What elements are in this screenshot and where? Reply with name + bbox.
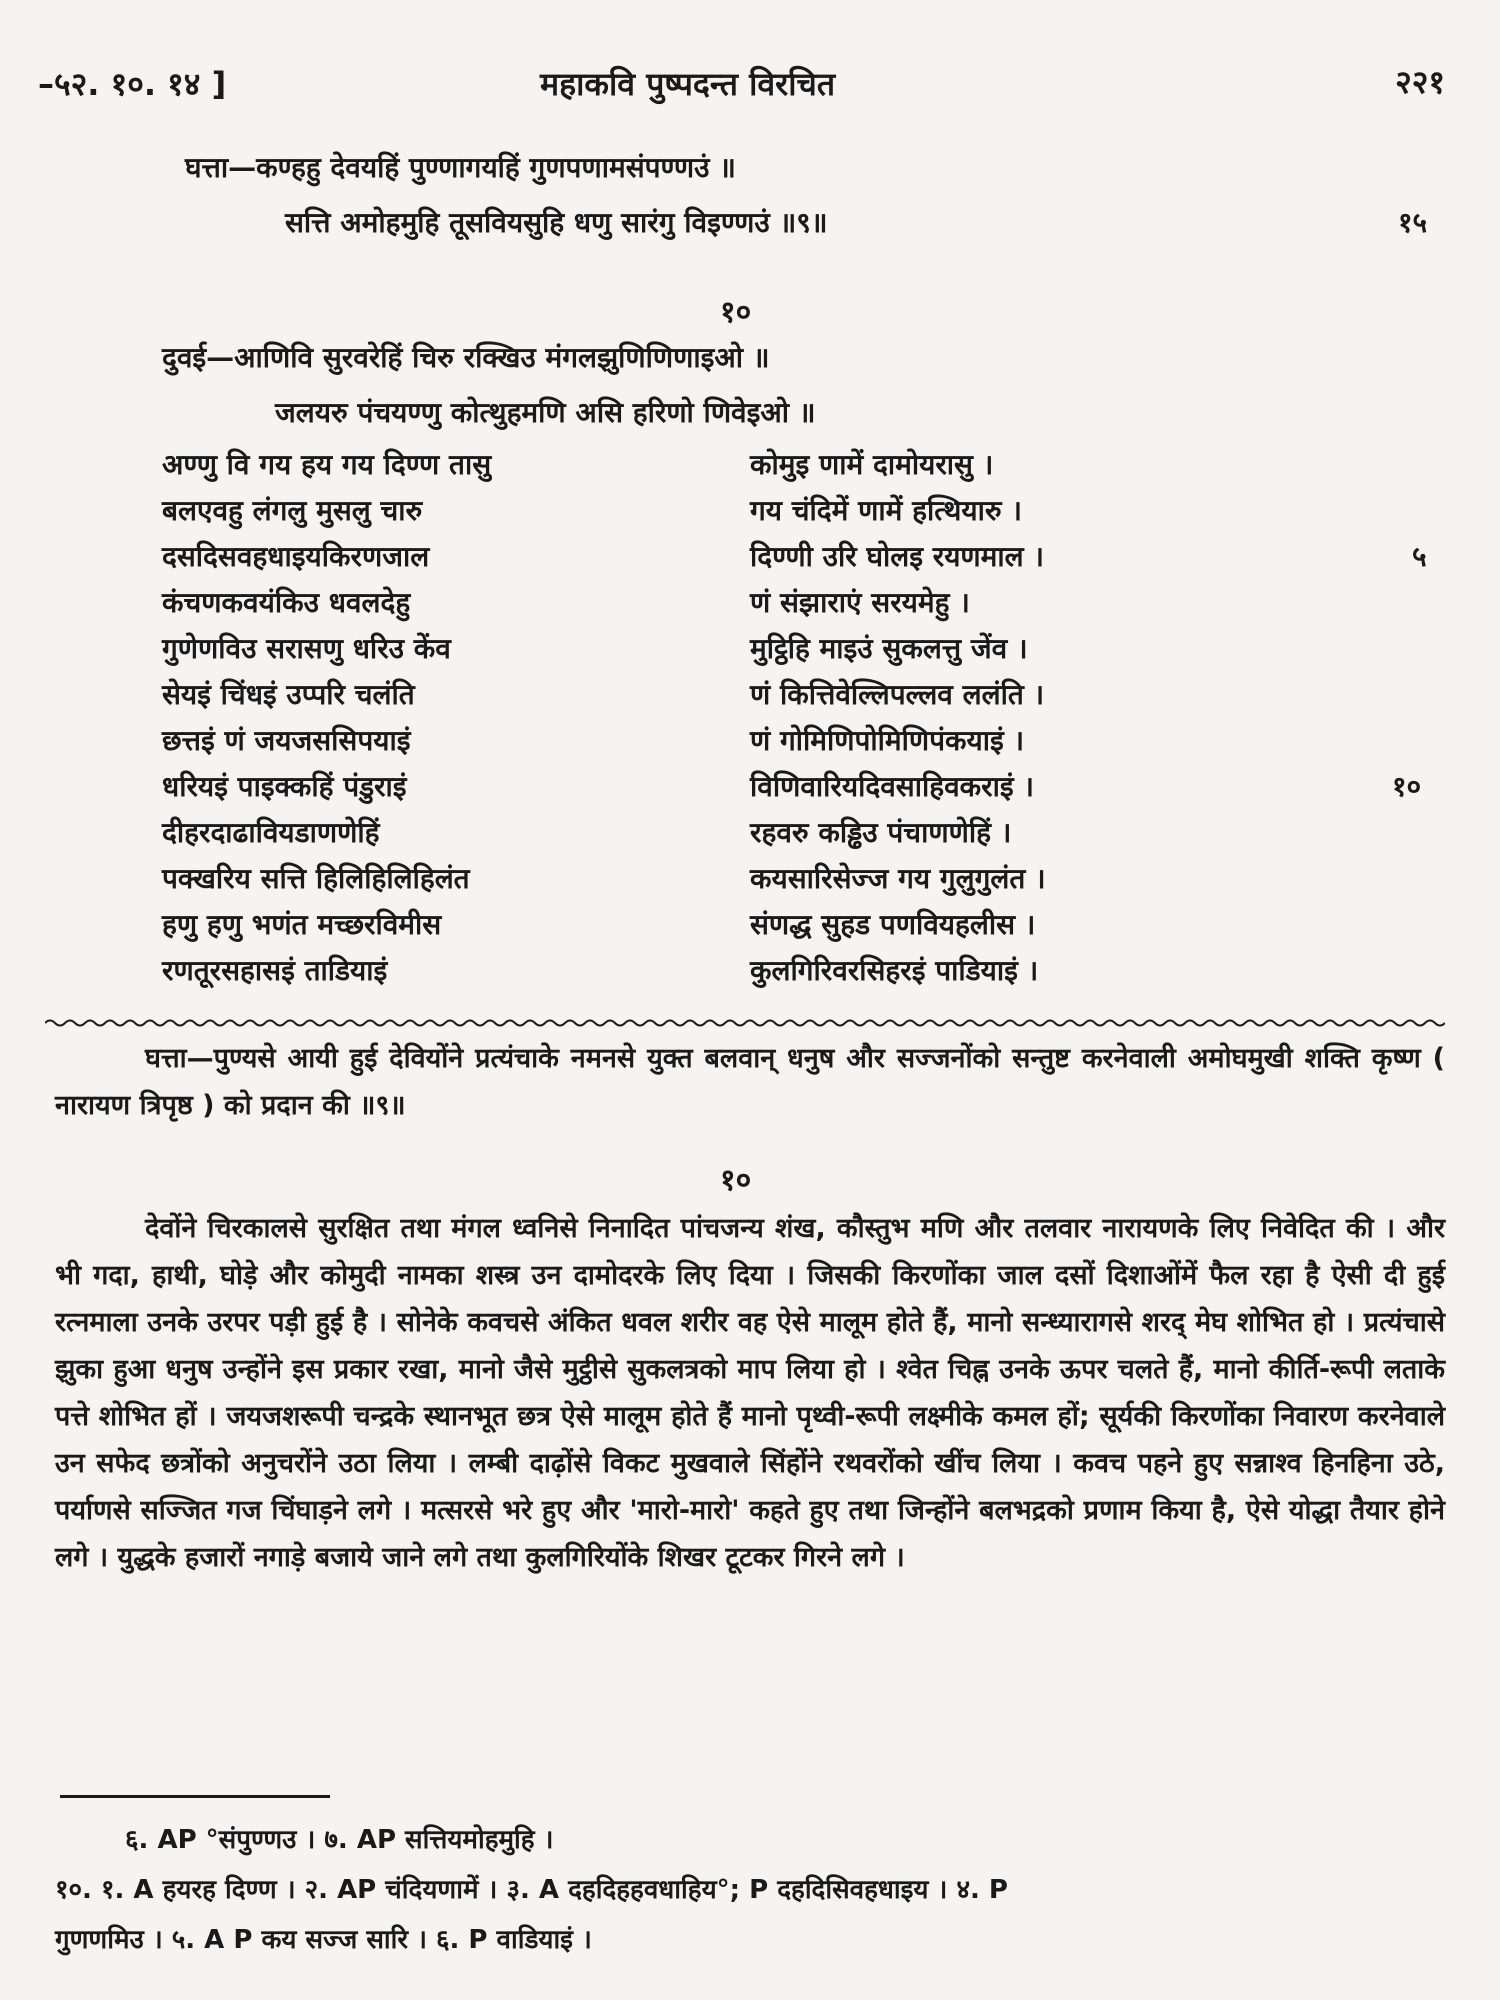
verse-left-half: पक्खरिय सत्ति हिलिहिलिहिलंत bbox=[162, 862, 470, 895]
verse-line-number: ५ bbox=[1412, 540, 1427, 573]
verse-left-half: हणु हणु भणंत मच्छरविमीस bbox=[162, 908, 442, 941]
duvai-line-1: दुवई—आणिवि सुरवरेहिं चिरु रक्खिउ मंगलझुणिणिणाइओ ॥ bbox=[162, 341, 770, 374]
verse-left-half: अण्णु वि गय हय गय दिण्ण तासु bbox=[162, 448, 492, 481]
ghatta-line-2: सत्ति अमोहमुहि तूसवियसुहि धणु सारंगु विइण्णउं ॥९॥ bbox=[285, 206, 828, 239]
verse-line-number: १५ bbox=[1398, 206, 1428, 239]
verse-right-half: रहवरु कड्ढिउ पंचाणणेहिं । bbox=[750, 816, 1012, 849]
footnote-line-1: ६. AP °संपुण्णउ । ७. AP सत्तियमोहमुहि । bbox=[125, 1825, 554, 1855]
duvai-line-2: जलयरु पंचयण्णु कोत्थुहमणि असि हरिणो णिवेइओ ॥ bbox=[275, 396, 816, 429]
verse-right-half: विणिवारियदिवसाहिवकराइं । bbox=[750, 770, 1034, 803]
verse-left-half: रणतूरसहासइं ताडियाइं bbox=[162, 954, 388, 987]
section-divider bbox=[45, 1015, 1445, 1031]
verse-left-half: कंचणकवयंकिउ धवलदेहु bbox=[162, 586, 411, 619]
translation-body-text: देवोंने चिरकालसे सुरक्षित तथा मंगल ध्वनिसे निनादित पांचजन्य शंख, कौस्तुभ मणि और तलवार नारायणके लिए निवेदित की । और भी गदा, हाथी, घोड़े और कोमुदी नामका शस्त्र उन दामोदरके लिए दिया । जिसकी किरणोंका जाल दसों दिशाओंमें फैल रहा है ऐसी दी हुई रत्नमाला उनके उरपर पड़ी हुई है । सोनेके कवचसे अंकित धवल शरीर वह ऐसे मालूम होते हैं, मानो सन्ध्यारागसे शरद् मेघ शोभित हो । प्रत्यंचासे झुका हुआ धनुष उन्होंने इस प्रकार रखा, मानो जैसे मुट्ठीसे सुकलत्रको माप लिया हो । श्वेत चिह्न उनके ऊपर चलते हैं, मानो कीर्ति-रूपी लताके पत्ते शोभित हों । जयजशरूपी चन्द्रके स्थानभूत छत्र ऐसे मालूम होते हैं मानो पृथ्वी-रूपी लक्ष्मीके कमल हों; सूर्यकी किरणोंका निवारण करनेवाले उन सफेद छत्रोंको अनुचरोंने उठा लिया । लम्बी दाढ़ोंसे विकट मुखवाले सिंहोंने रथवरोंको खींच लिया । कवच पहने हुए सन्नाश्व हिनहिना उठे, पर्याणसे सज्जित गज चिंघाड़ने लगे । मत्सरसे भरे हुए और 'मारो-मारो' कहते हुए तथा जिन्होंने बलभद्रको प्रणाम किया है, ऐसे योद्धा तैयार होने लगे । युद्धके हजारों नगाड़े बजाये जाने लगे तथा कुलगिरियोंके शिखर टूटकर गिरने लगे । bbox=[55, 1213, 1445, 1573]
verse-right-half: णं कित्तिवेल्लिपल्लव ललंति । bbox=[750, 678, 1045, 711]
verse-left-half: छत्तइं णं जयजससिपयाइं bbox=[162, 724, 411, 757]
verse-left-half: बलएवहु लंगलु मुसलु चारु bbox=[162, 494, 423, 527]
verse-right-half: कुलगिरिवरसिहरइं पाडियाइं । bbox=[750, 954, 1039, 987]
verse-left-half: दसदिसवहधाइयकिरणजाल bbox=[162, 540, 430, 573]
verse-right-half: कोमुइ णामें दामोयरासु । bbox=[750, 448, 994, 481]
verse-right-half: कयसारिसेज्ज गय गुलुगुलंत । bbox=[750, 862, 1046, 895]
verse-left-half: दीहरदाढावियडाणणेहिं bbox=[162, 816, 380, 849]
verse-right-half: संणद्ध सुहड पणवियहलीस । bbox=[750, 908, 1036, 941]
verse-right-half: णं संझाराएं सरयमेहु । bbox=[750, 586, 970, 619]
section-number: १० bbox=[720, 295, 752, 330]
running-header-title: महाकवि पुष्पदन्त विरचित bbox=[540, 65, 836, 103]
page-number: २२१ bbox=[1395, 63, 1445, 101]
verse-right-half: णं गोमिणिपोमिणिपंकयाइं । bbox=[750, 724, 1025, 757]
verse-left-half: गुणेणविउ सरासणु धरिउ केंव bbox=[162, 632, 451, 665]
translation-ghatta-text: घत्ता—पुण्यसे आयी हुई देवियोंने प्रत्यंचाके नमनसे युक्त बलवान् धनुष और सज्जनोंको सन्तुष्ट करनेवाली अमोघमुखी शक्ति कृष्ण ( नारायण त्रिपृष्ठ ) को प्रदान की ॥९॥ bbox=[55, 1043, 1445, 1121]
footnote-rule bbox=[60, 1795, 330, 1798]
verse-right-half: गय चंदिमें णामें हत्थियारु । bbox=[750, 494, 1022, 527]
ghatta-line-1: घत्ता—कण्हहु देवयहिं पुण्णागयहिं गुणपणामसंपण्णउं ॥ bbox=[185, 151, 736, 184]
verse-left-half: सेयइं चिंधइं उप्परि चलंति bbox=[162, 678, 415, 711]
translation-body bbox=[55, 1205, 1445, 1581]
footnote-line-2: १०. १. A हयरह दिण्ण । २. AP चंदियणामें । ३. A दहदिहहवधाहिय°; P दहदिसिवहधाइय । ४. P bbox=[55, 1875, 1008, 1905]
verse-left-half: धरियइं पाइक्कहिं पंडुराइं bbox=[162, 770, 407, 803]
verse-right-half: मुट्ठिहि माइउं सुकलत्तु जेंव । bbox=[750, 632, 1028, 665]
running-header-reference: –५२. १०. १४ ] bbox=[38, 65, 227, 103]
footnote-line-3: गुणणमिउ । ५. A P कय सज्ज सारि । ६. P वाडियाइं । bbox=[55, 1925, 592, 1955]
verse-right-half: दिण्णी उरि घोलइ रयणमाल । bbox=[750, 540, 1045, 573]
translation-ghatta bbox=[55, 1035, 1445, 1129]
translation-section-number: १० bbox=[720, 1163, 752, 1198]
verse-line-number: १० bbox=[1392, 770, 1422, 803]
